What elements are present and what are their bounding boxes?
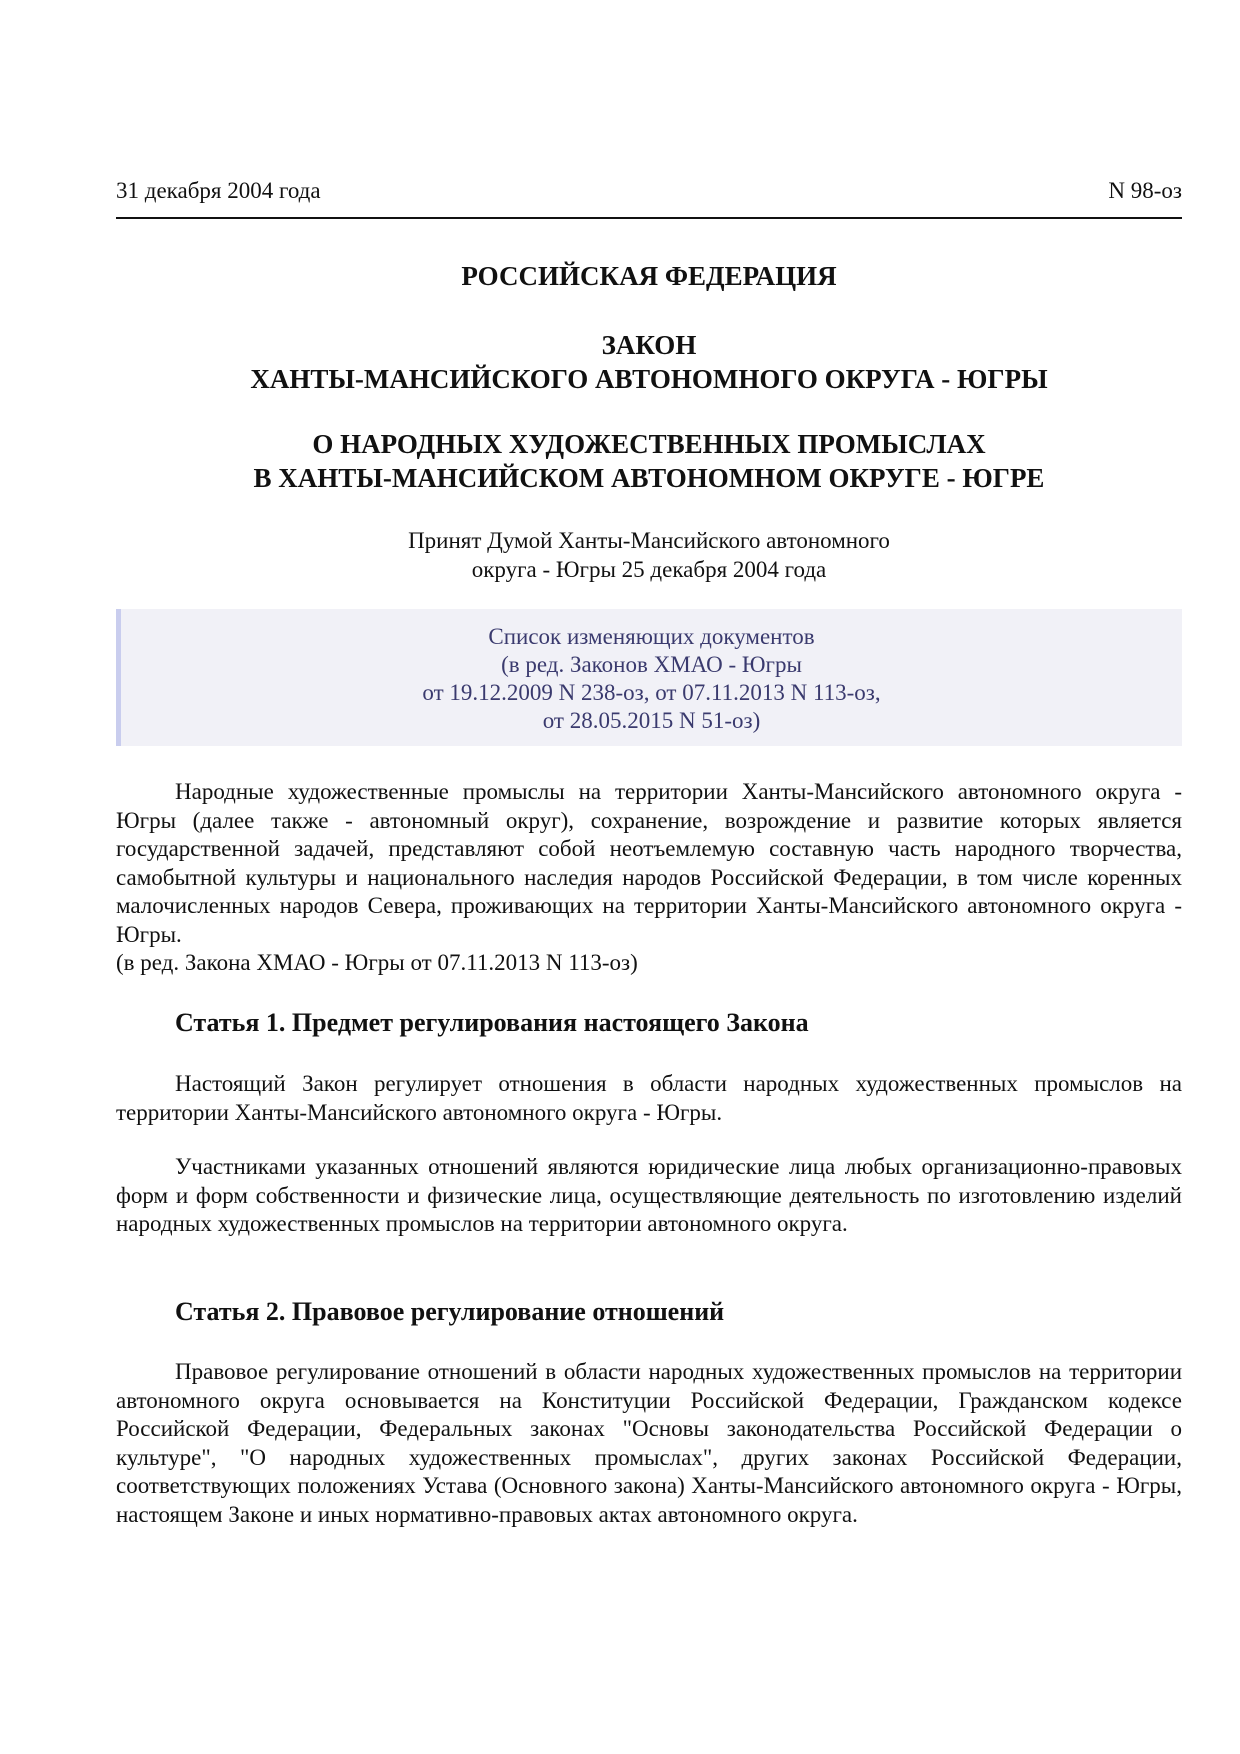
- amendments-line3: от 19.12.2009 N 238-оз, от 07.11.2013 N 113-оз,: [422, 680, 881, 705]
- document-number: N 98-оз: [1108, 178, 1182, 203]
- article-2-heading: Статья 2. Правовое регулирование отношений: [175, 1297, 725, 1326]
- adoption-line1: Принят Думой Ханты-Мансийского автономного: [408, 528, 890, 553]
- law-title: [116, 328, 1182, 396]
- preamble-amendment-note: (в ред. Закона ХМАО - Югры от 07.11.2013 N 113-оз): [116, 950, 638, 975]
- law-title-line2: ХАНТЫ-МАНСИЙСКОГО АВТОНОМНОГО ОКРУГА - ЮГРЫ: [250, 364, 1048, 394]
- law-subject: [116, 427, 1182, 495]
- amendments-line4: от 28.05.2015 N 51-оз): [542, 708, 761, 733]
- adoption-note: [116, 526, 1182, 584]
- amendments-box: [116, 609, 1182, 746]
- amendments-line1: Список изменяющих документов: [488, 624, 815, 649]
- article-1-heading: Статья 1. Предмет регулирования настоящего Закона: [175, 1008, 809, 1037]
- article-1-paragraph-2: Участниками указанных отношений являются юридические лица любых организационно-правовых форм и форм собственности и физические лица, осуществляющие деятельность по изготовлению изделий народных художественных промыслов на территории автономного округа.: [116, 1154, 1182, 1236]
- preamble-paragraph: Народные художественные промыслы на территории Ханты-Мансийского автономного округа - Югры (далее также - автономный округ), сохранение, возрождение и развитие которых является государственной задачей, представляют собой неотъемлемую составную часть народного творчества, самобытной культуры и национального наследия народов Российской Федерации, в том числе коренных малочисленных народов Севера, проживающих на территории Ханты-Мансийского автономного округа - Югры.: [116, 779, 1182, 947]
- adoption-line2: округа - Югры 25 декабря 2004 года: [471, 557, 827, 582]
- article-1-paragraph-1: Настоящий Закон регулирует отношения в области народных художественных промыслов на территории Ханты-Мансийского автономного округа - Югры.: [116, 1071, 1182, 1125]
- country-title: РОССИЙСКАЯ ФЕДЕРАЦИЯ: [461, 261, 837, 291]
- article-2-paragraph-1: Правовое регулирование отношений в области народных художественных промыслов на территории автономного округа основывается на Конституции Российской Федерации, Гражданском кодексе Российской Федерации, Федеральных законах "Основы законодательства Российской Федерации о культуре", "О народных художественных промыслах", других законах Российской Федерации, соответствующих положениях Устава (Основного закона) Ханты-Мансийского автономного округа - Югры, настоящем Законе и иных нормативно-правовых актах автономного округа.: [116, 1359, 1182, 1527]
- header-divider: [116, 217, 1182, 219]
- document-header: [116, 178, 1182, 204]
- document-date: 31 декабря 2004 года: [116, 178, 321, 203]
- amendments-line2: (в ред. Законов ХМАО - Югры: [501, 652, 802, 677]
- law-subject-line1: О НАРОДНЫХ ХУДОЖЕСТВЕННЫХ ПРОМЫСЛАХ: [312, 429, 986, 459]
- law-title-line1: ЗАКОН: [601, 330, 697, 360]
- law-subject-line2: В ХАНТЫ-МАНСИЙСКОМ АВТОНОМНОМ ОКРУГЕ - ЮГРЕ: [253, 463, 1045, 493]
